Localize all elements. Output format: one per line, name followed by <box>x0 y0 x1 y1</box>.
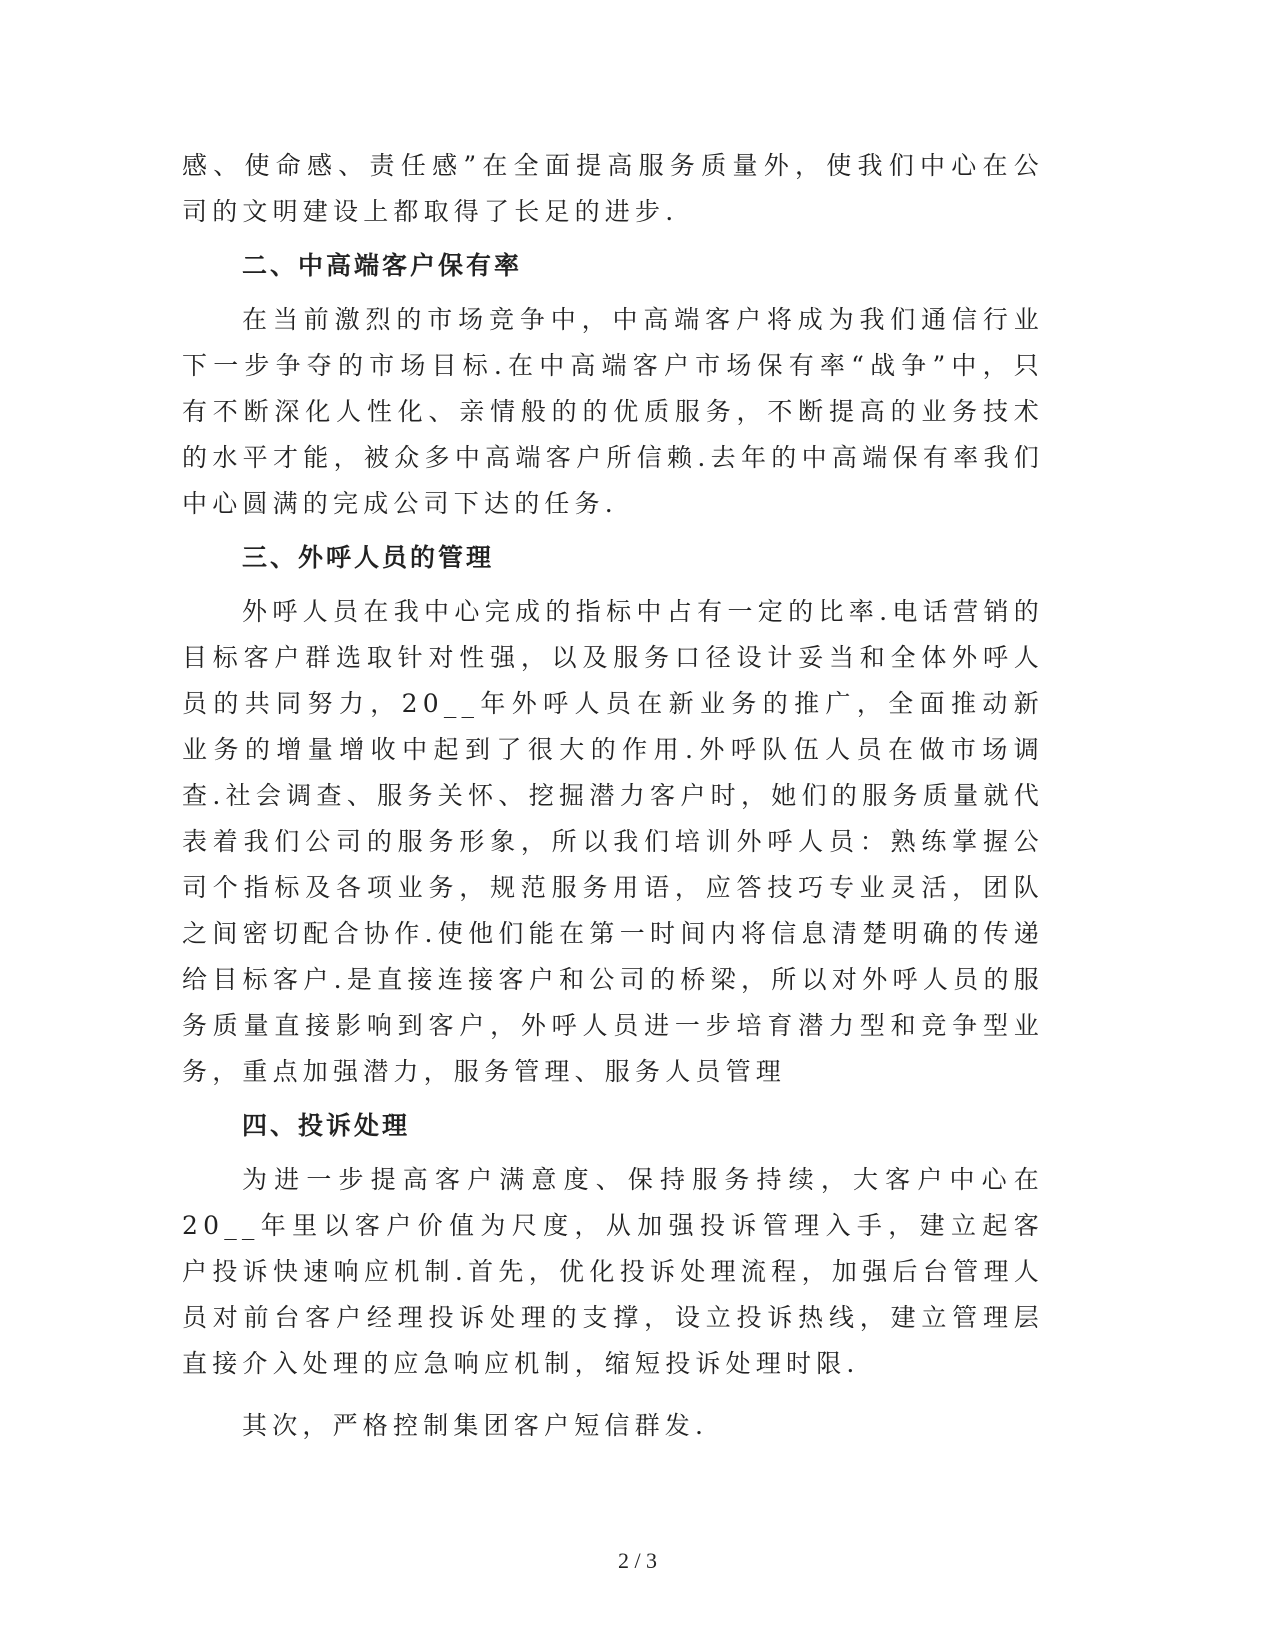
section-heading-outbound: 三、外呼人员的管理 <box>242 543 495 572</box>
section-paragraph-complaints-2: 其次，严格控制集团客户短信群发. <box>242 1411 709 1440</box>
section-paragraph-retention: 在当前激烈的市场竞争中，中高端客户将成为我们通信行业下一步争夺的市场目标.在中高端客户市场保有率“战争”中，只有不断深化人性化、亲情般的的优质服务，不断提高的业务技术的水平才能，被众多中高端客户所信赖.去年的中高端保有率我们中心圆满的完成公司下达的任务. <box>182 305 1044 518</box>
section-heading-complaints: 四、投诉处理 <box>242 1111 411 1140</box>
paragraph-gap <box>182 1387 1044 1403</box>
page-number: 2 / 3 <box>617 1548 658 1573</box>
section-paragraph-outbound: 外呼人员在我中心完成的指标中占有一定的比率.电话营销的目标客户群选取针对性强，以及服务口径设计妥当和全体外呼人员的共同努力，20__年外呼人员在新业务的推广，全面推动新业务的增量增收中起到了很大的作用.外呼队伍人员在做市场调查.社会调查、服务关怀、挖掘潜力客户时，她们的服务质量就代表着我们公司的服务形象，所以我们培训外呼人员：熟练掌握公司个指标及各项业务，规范服务用语，应答技巧专业灵活，团队之间密切配合协作.使他们能在第一时间内将信息清楚明确的传递给目标客户.是直接连接客户和公司的桥梁，所以对外呼人员的服务质量直接影响到客户，外呼人员进一步培育潜力型和竞争型业务，重点加强潜力，服务管理、服务人员管理 <box>182 597 1044 1086</box>
section-paragraph-complaints-1: 为进一步提高客户满意度、保持服务持续，大客户中心在20__年里以客户价值为尺度，从加强投诉管理入手，建立起客户投诉快速响应机制.首先，优化投诉处理流程，加强后台管理人员对前台客户经理投诉处理的支撑，设立投诉热线，建立管理层直接介入处理的应急响应机制，缩短投诉处理时限. <box>182 1165 1044 1378</box>
section-heading-retention: 二、中高端客户保有率 <box>242 251 523 280</box>
intro-paragraph: 感、使命感、责任感”在全面提高服务质量外，使我们中心在公司的文明建设上都取得了长足的进步. <box>182 151 1044 226</box>
document-body <box>182 143 1044 1449</box>
